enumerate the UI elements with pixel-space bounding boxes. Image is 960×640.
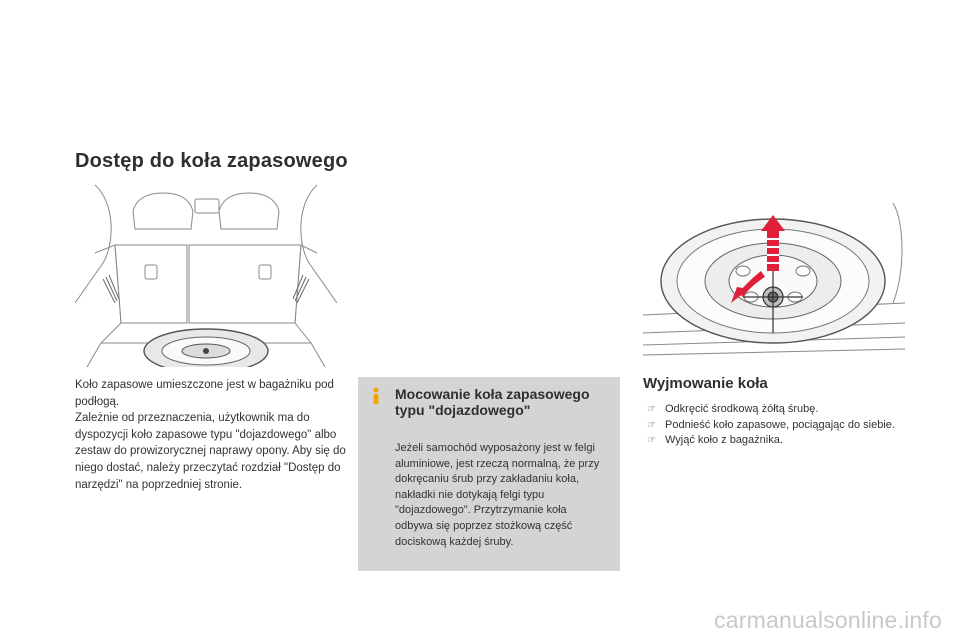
list-item [643, 402, 905, 418]
intro-paragraph: Koło zapasowe umieszczone jest w bagażniku pod podłogą. [75, 379, 334, 408]
info-icon [368, 387, 384, 405]
pointing-finger-icon: ☞ [647, 435, 656, 446]
info-box-body: Jeżeli samochód wyposażony jest w felgi aluminiowe, jest rzeczą normalną, że przy dokręcaniu śrub przy zakładaniu koła, nakładki nie dotykają felgi typu "dojazdowego". Przytrzymanie koła odbywa się poprzez stożkową część dociskową każdej śruby. [395, 442, 600, 548]
list-item [643, 433, 905, 449]
watermark: carmanualsonline.info [714, 607, 942, 633]
step-text: Odkręcić środkową żółtą śrubę. [665, 403, 819, 415]
wheel-removal-illustration [643, 183, 905, 367]
pointing-finger-icon: ☞ [647, 419, 656, 431]
info-box [358, 377, 620, 571]
trunk-spare-wheel-illustration [75, 183, 337, 367]
step-text: Wyjąć koło z bagażnika. [665, 434, 783, 446]
removal-steps [643, 402, 905, 449]
pointing-finger-icon: ☞ [647, 404, 656, 415]
intro-text [75, 377, 347, 493]
removal-section-title: Wyjmowanie koła [643, 375, 768, 392]
intro-paragraph: Zależnie od przeznaczenia, użytkownik ma do dyspozycji koło zapasowe typu "dojazdowego" albo zestaw do prowizorycznej naprawy opony. Aby się do niego dostać, należy przeczytać rozdział "Dostęp do narzędzi" na poprzedniej stronie. [75, 412, 346, 491]
page-title: Dostęp do koła zapasowego [75, 150, 348, 172]
step-text: Podnieść koło zapasowe, pociągając do siebie. [665, 418, 895, 431]
list-item [643, 418, 905, 434]
info-box-title: Mocowanie koła zapasowego typu "dojazdowego" [395, 386, 590, 418]
